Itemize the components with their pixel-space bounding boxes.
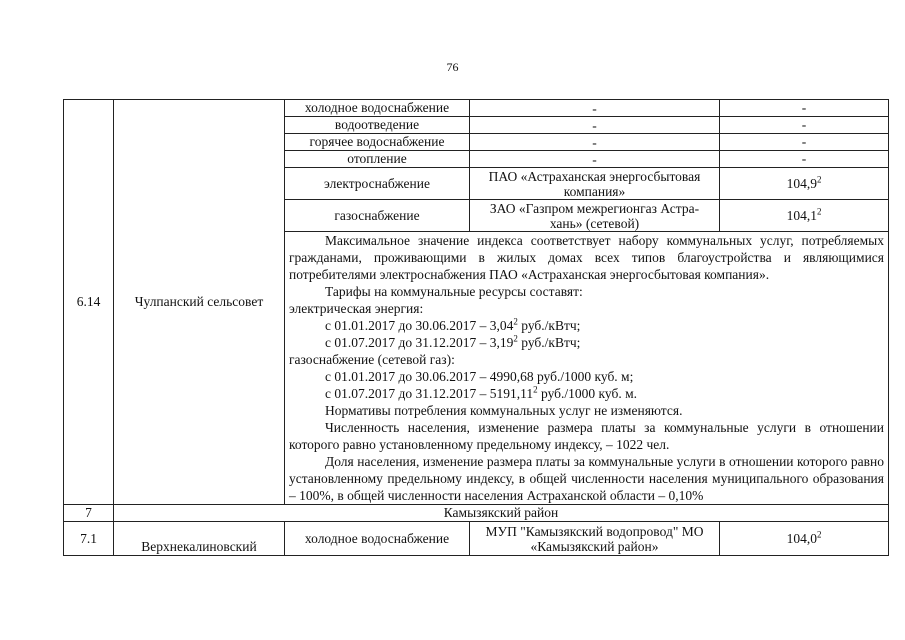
service-name: горячее водоснабжение bbox=[285, 134, 470, 151]
service-name: отопление bbox=[285, 151, 470, 168]
note-paragraph: Нормативы потребления коммунальных услуг не изменяются. bbox=[325, 403, 683, 418]
note-paragraph: Доля населения, изменение размера платы за коммунальные услуги в отношении которого равно установленному предельному индексу, в общей численности населения муниципального образования – 100%, в общей численности населения Астраханской области – 0,10% bbox=[289, 454, 884, 503]
footnote-mark: 2 bbox=[513, 316, 518, 327]
service-name: электроснабжение bbox=[285, 168, 470, 200]
tariff-unit: руб./кВтч; bbox=[517, 318, 581, 333]
row-number: 6.14 bbox=[64, 100, 114, 505]
footnote-mark: 2 bbox=[816, 206, 822, 216]
municipality-name: Чулпанский сельсовет bbox=[114, 100, 285, 505]
table-row bbox=[64, 522, 889, 556]
supplier-name: - bbox=[470, 117, 720, 134]
note-paragraph: Численность населения, изменение размера платы за коммунальные услуги в отношении которого равно установленному предельному индексу, – 1022 чел. bbox=[289, 420, 884, 452]
footnote-mark: 2 bbox=[816, 529, 822, 539]
district-number: 7 bbox=[64, 505, 114, 522]
index-number: 104,0 bbox=[786, 530, 817, 546]
index-value: - bbox=[720, 134, 889, 151]
municipality-name: Верхнекалиновский bbox=[114, 522, 285, 556]
footnote-mark: 2 bbox=[816, 174, 822, 184]
tariff-text: с 01.07.2017 до 31.12.2017 – 3,19 bbox=[325, 335, 514, 350]
note-paragraph: Максимальное значение индекса соответствует набору коммунальных услуг, потребляемых гражданами, проживающими в жилых домах всех типов благоустройства и являющимися потребителями электроснабжения ПАО «Астраханская энергосбытовая компания». bbox=[289, 233, 884, 282]
supplier-name: - bbox=[470, 134, 720, 151]
service-name: холодное водоснабжение bbox=[285, 522, 470, 556]
note-paragraph: газоснабжение (сетевой газ): bbox=[289, 352, 455, 367]
service-name: водоотведение bbox=[285, 117, 470, 134]
supplier-name: ЗАО «Газпром межрегионгаз Астра-хань» (сетевой) bbox=[470, 200, 720, 232]
service-name: газоснабжение bbox=[285, 200, 470, 232]
table-row bbox=[64, 100, 889, 117]
index-number: 104,9 bbox=[786, 175, 817, 191]
district-name: Камызякский район bbox=[114, 505, 889, 522]
index-number: 104,1 bbox=[786, 207, 817, 223]
tariff-text: с 01.01.2017 до 30.06.2017 – 3,04 bbox=[325, 318, 514, 333]
district-row bbox=[64, 505, 889, 522]
tariff-line bbox=[289, 317, 884, 334]
footnote-mark: 2 bbox=[513, 333, 518, 344]
municipality-notes bbox=[285, 232, 889, 505]
tariff-unit: руб./1000 куб. м. bbox=[537, 386, 637, 401]
tariff-table bbox=[63, 99, 889, 556]
tariff-unit: руб./кВтч; bbox=[517, 335, 581, 350]
footnote-mark: 2 bbox=[533, 384, 538, 395]
supplier-name: МУП "Камызякский водопровод" МО «Камызякский район» bbox=[470, 522, 720, 556]
note-paragraph: Тарифы на коммунальные ресурсы составят: bbox=[325, 284, 583, 299]
index-value bbox=[720, 168, 889, 200]
tariff-line bbox=[289, 334, 884, 351]
supplier-name: - bbox=[470, 100, 720, 117]
note-paragraph: электрическая энергия: bbox=[289, 301, 424, 316]
supplier-name: ПАО «Астраханская энергосбытовая компания» bbox=[470, 168, 720, 200]
tariff-text: с 01.07.2017 до 31.12.2017 – 5191,11 bbox=[325, 386, 534, 401]
page-number: 76 bbox=[446, 60, 459, 74]
index-value: - bbox=[720, 117, 889, 134]
index-value bbox=[720, 200, 889, 232]
index-value: - bbox=[720, 151, 889, 168]
index-value: - bbox=[720, 100, 889, 117]
service-name: холодное водоснабжение bbox=[285, 100, 470, 117]
row-number: 7.1 bbox=[64, 522, 114, 556]
index-value bbox=[720, 522, 889, 556]
tariff-line bbox=[289, 385, 884, 402]
supplier-name: - bbox=[470, 151, 720, 168]
tariff-line: с 01.01.2017 до 30.06.2017 – 4990,68 руб./1000 куб. м; bbox=[325, 369, 634, 384]
